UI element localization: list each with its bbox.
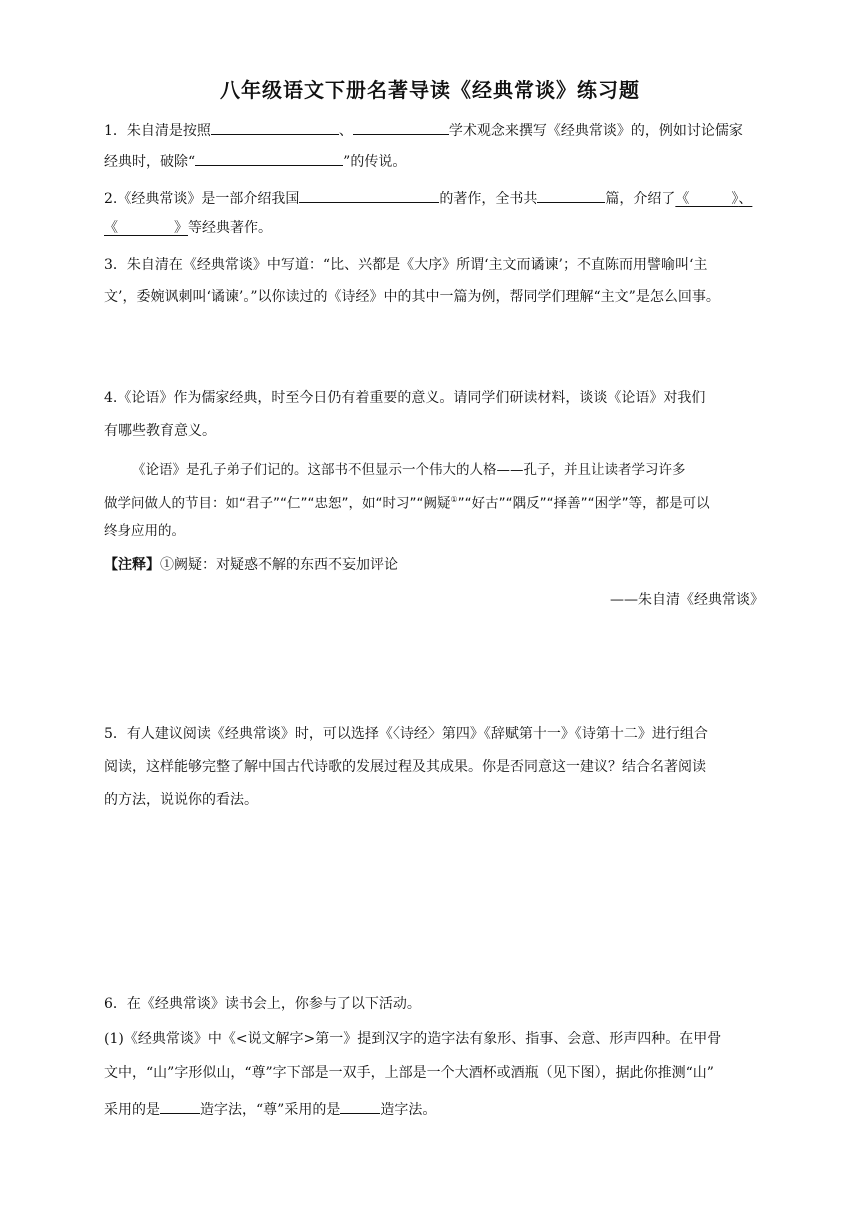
q4-note: 【注释】①阙疑：对疑惑不解的东西不妄加评论 [104, 557, 398, 573]
q5-line-2: 阅读，这样能够完整了解中国古代诗歌的发展过程及其成果。你是否同意这一建议？结合名著阅读 [104, 759, 706, 775]
q2-line-1: 2.《经典常谈》是一部介绍我国 的著作，全书共 篇，介绍了《 》、 [104, 186, 764, 209]
q2-blank-2[interactable] [537, 186, 605, 203]
q4-source: ——朱自清《经典常谈》 [610, 592, 764, 608]
q3-line-2: 文’，委婉讽刺叫‘谲谏’。”以你读过的《诗经》中的其中一篇为例，帮同学们理解“主文”是怎么回事。 [104, 289, 720, 305]
q6-blank-1[interactable] [160, 1097, 200, 1114]
q6-line-1: 6．在《经典常谈》读书会上，你参与了以下活动。 [104, 996, 421, 1012]
q1-blank-3[interactable] [195, 149, 343, 166]
q6-line-4: 采用的是 造字法，“尊”采用的是 造字法。 [104, 1097, 764, 1120]
q2-blank-3[interactable]: 《 》 [675, 191, 739, 207]
q2-line-2: 《 》等经典著作。 [104, 220, 272, 236]
q5-line-3: 的方法，说说你的看法。 [104, 792, 258, 808]
q5-line-1: 5．有人建议阅读《经典常谈》时，可以选择《〈诗经〉第四》《辞赋第十一》《诗第十二》进行组合 [104, 726, 708, 742]
q2-blank-1[interactable] [299, 186, 439, 203]
q1-line-1: 1．朱自清是按照 、 学术观念来撰写《经典常谈》的，例如讨论儒家 [104, 118, 764, 141]
q2-blank-4[interactable]: 《 》 [104, 220, 188, 236]
q4-quote-line-2: 做学问做人的节目：如“君子”“仁”“忠恕”，如“时习”“阙疑①”“好古”“隅反”“择善”“困学”等，都是可以 [104, 495, 710, 512]
q1-line-2: 经典时，破除“ ”的传说。 [104, 149, 764, 172]
page-title: 八年级语文下册名著导读《经典常谈》练习题 [220, 78, 640, 102]
q4-quote-line-1: 《论语》是孔子弟子们记的。这部书不但显示一个伟大的人格——孔子，并且让读者学习许多 [132, 462, 686, 478]
q6-line-2: (1)《经典常谈》中《<说文解字>第一》提到汉字的造字法有象形、指事、会意、形声四种。在甲骨 [104, 1031, 722, 1047]
q4-line-2: 有哪些教育意义。 [104, 423, 216, 439]
q1-blank-1[interactable] [211, 118, 339, 135]
q6-line-3: 文中，“山”字形似山，“尊”字下部是一双手，上部是一个大酒杯或酒瓶（见下图），据此你推测“山” [104, 1065, 714, 1081]
q3-line-1: 3．朱自清在《经典常谈》中写道：“比、兴都是《大序》所谓‘主文而谲谏’；不直陈而用譬喻叫‘主 [104, 257, 708, 273]
q4-line-1: 4.《论语》作为儒家经典，时至今日仍有着重要的意义。请同学们研读材料，谈谈《论语》对我们 [104, 390, 706, 406]
q4-quote-line-3: 终身应用的。 [104, 523, 185, 539]
q6-blank-2[interactable] [340, 1097, 380, 1114]
q1-blank-2[interactable] [353, 118, 449, 135]
